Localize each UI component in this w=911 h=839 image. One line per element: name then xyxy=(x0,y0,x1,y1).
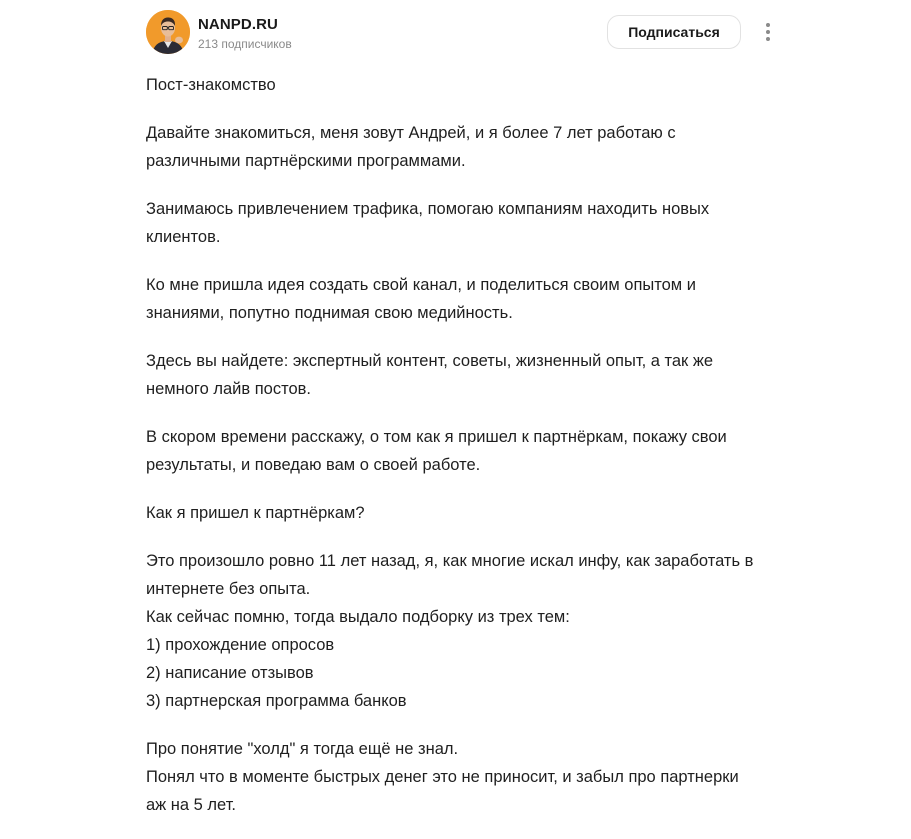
section-heading: Как я пришел к партнёркам? xyxy=(146,504,365,522)
text-line: Это произошло ровно 11 лет назад, я, как многие искал инфу, как заработать в xyxy=(146,552,754,570)
list-item: 3) партнерская программа банков xyxy=(146,692,407,710)
subscribe-button[interactable]: Подписаться xyxy=(607,15,741,49)
paragraph xyxy=(146,271,786,327)
paragraph xyxy=(146,423,786,479)
paragraph xyxy=(146,347,786,403)
person-avatar-icon xyxy=(146,10,190,54)
dot xyxy=(766,37,770,41)
paragraph xyxy=(146,735,786,819)
text-line: Ко мне пришла идея создать свой канал, и поделиться своим опытом и xyxy=(146,276,696,294)
text-line: клиентов. xyxy=(146,228,221,246)
text-line: Понял что в моменте быстрых денег это не приносит, и забыл про партнерки xyxy=(146,768,739,786)
channel-header xyxy=(146,10,786,56)
text-line: результаты, и поведаю вам о своей работе. xyxy=(146,456,481,474)
text-line: интернете без опыта. xyxy=(146,580,311,598)
more-vertical-icon[interactable] xyxy=(760,20,776,44)
post-title-paragraph: Пост-знакомство xyxy=(146,76,276,94)
text-line: В скором времени расскажу, о том как я пришел к партнёркам, покажу свои xyxy=(146,428,727,446)
dot xyxy=(766,23,770,27)
text-line: Занимаюсь привлечением трафика, помогаю компаниям находить новых xyxy=(146,200,710,218)
paragraph xyxy=(146,547,786,715)
list-item: 1) прохождение опросов xyxy=(146,636,335,654)
text-line: аж на 5 лет. xyxy=(146,796,237,814)
paragraph xyxy=(146,195,786,251)
paragraph xyxy=(146,119,786,175)
text-line: Про понятие "холд" я тогда ещё не знал. xyxy=(146,740,459,758)
channel-avatar[interactable] xyxy=(146,10,190,54)
dot xyxy=(766,30,770,34)
text-line: Как сейчас помню, тогда выдало подборку из трех тем: xyxy=(146,608,570,626)
text-line: немного лайв постов. xyxy=(146,380,311,398)
text-line: знаниями, попутно поднимая свою медийность. xyxy=(146,304,513,322)
list-item: 2) написание отзывов xyxy=(146,664,314,682)
text-line: Давайте знакомиться, меня зовут Андрей, и я более 7 лет работаю с xyxy=(146,124,676,142)
channel-name[interactable]: NANPD.RU xyxy=(198,16,278,33)
text-line: различными партнёрскими программами. xyxy=(146,152,466,170)
post-body xyxy=(146,71,786,839)
subscriber-count: 213 подписчиков xyxy=(198,37,292,51)
text-line: Здесь вы найдете: экспертный контент, советы, жизненный опыт, а так же xyxy=(146,352,714,370)
